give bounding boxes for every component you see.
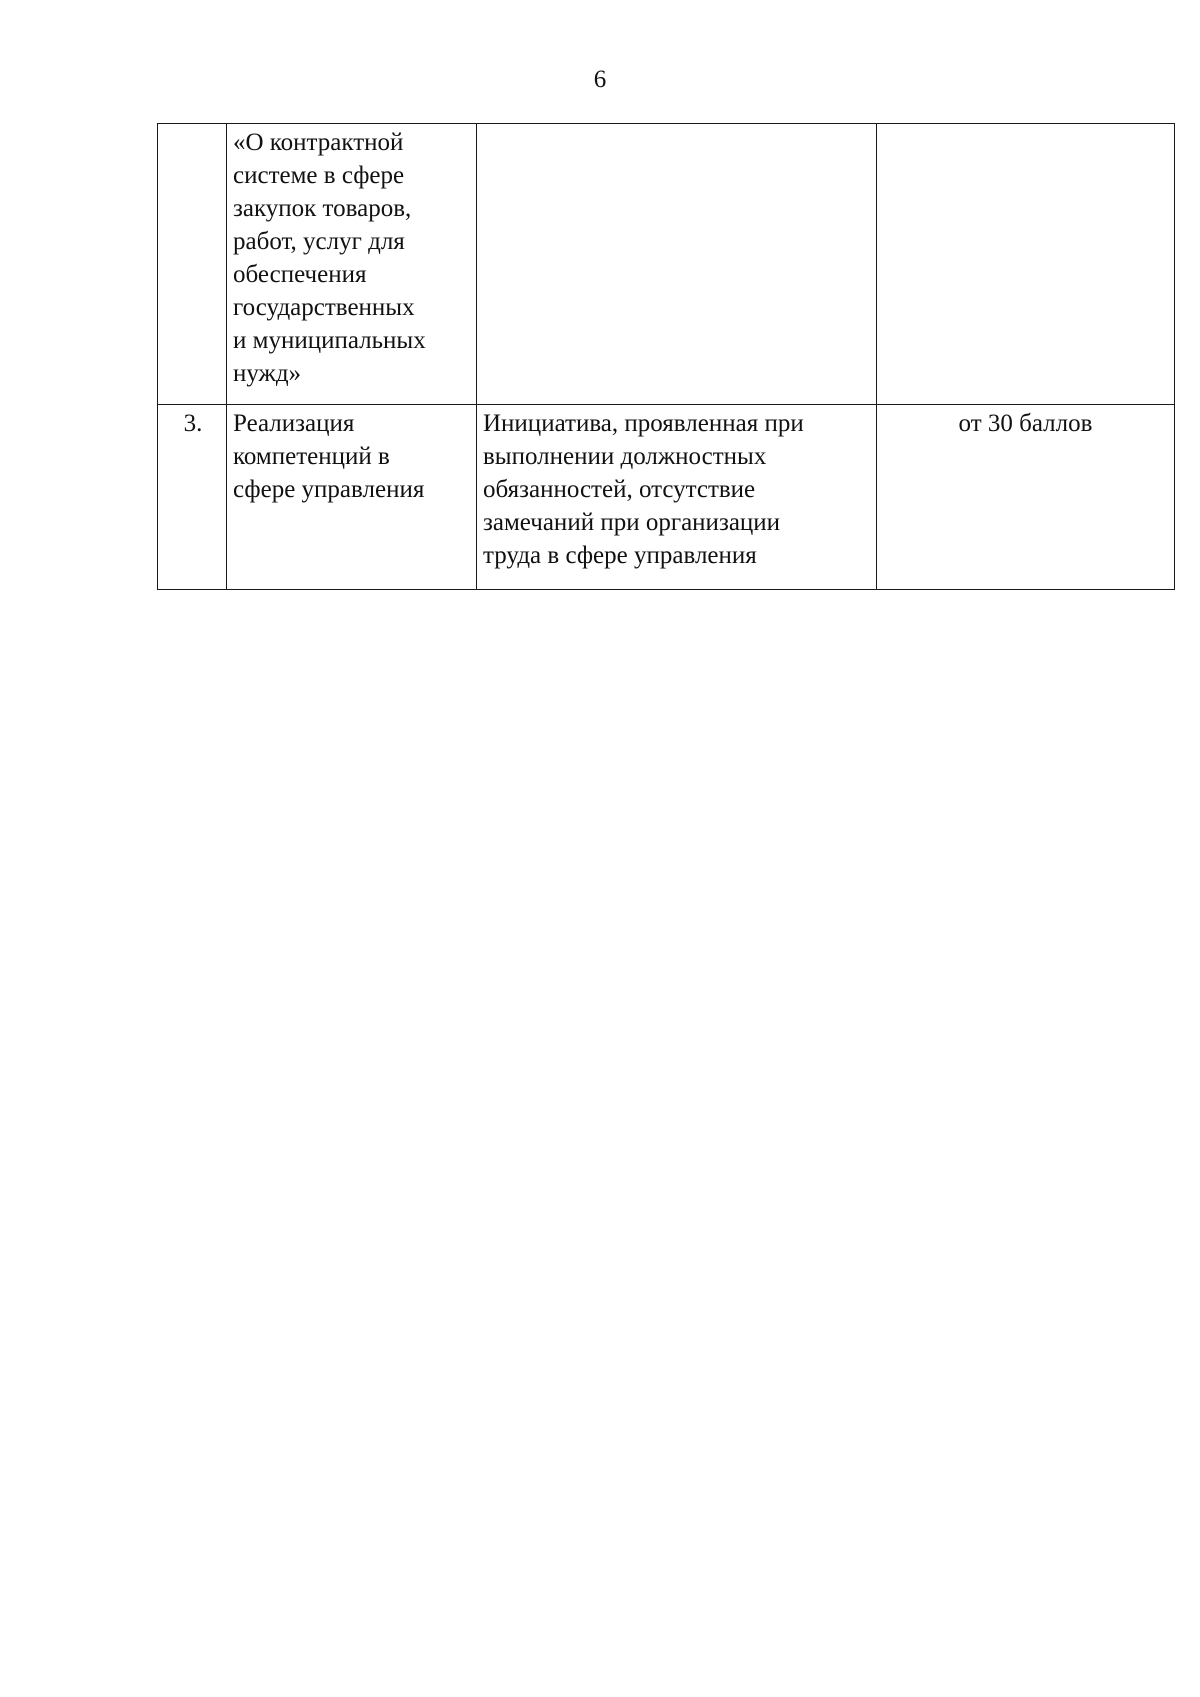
cell-description [477, 124, 877, 405]
criterion-score: от 30 баллов [958, 410, 1093, 437]
cell-name [227, 405, 477, 590]
criterion-name: «О контрактной системе в сфере закупок товаров, работ, услуг для обеспечения государственных и муниципальных нужд» [233, 129, 426, 387]
table-row [158, 405, 1175, 590]
row-number: 3. [183, 410, 203, 437]
criterion-name: Реализация компетенций в сфере управления [233, 410, 425, 503]
page-number: 6 [593, 66, 607, 93]
cell-name [227, 124, 477, 405]
cell-description [477, 405, 877, 590]
table-row [158, 124, 1175, 405]
cell-score [877, 124, 1175, 405]
criteria-table [157, 123, 1175, 590]
cell-score [877, 405, 1175, 590]
criterion-description: Инициатива, проявленная при выполнении должностных обязанностей, отсутствие замечаний при организации труда в сфере управления [483, 410, 804, 569]
cell-number [158, 405, 227, 590]
cell-number [158, 124, 227, 405]
